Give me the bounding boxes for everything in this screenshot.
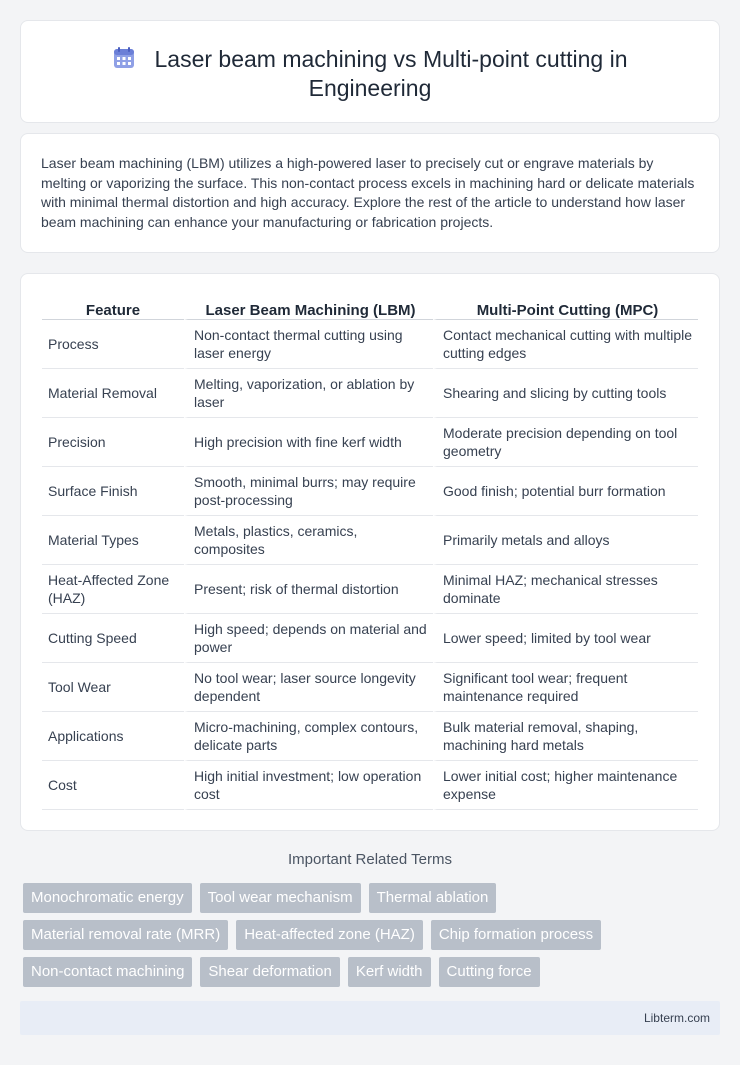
table-row [42, 712, 698, 761]
cell-lbm: No tool wear; laser source longevity dependent [184, 663, 433, 712]
cell-lbm: Present; risk of thermal distortion [184, 565, 433, 614]
cell-mpc: Minimal HAZ; mechanical stresses dominate [433, 565, 698, 614]
tag-material-removal-rate[interactable]: Material removal rate (MRR) [23, 920, 228, 950]
tag-cutting-force[interactable]: Cutting force [439, 957, 540, 987]
header-mpc: Multi-Point Cutting (MPC) [433, 294, 698, 320]
footer-site-link[interactable]: Libterm.com [643, 1011, 710, 1025]
header-lbm: Laser Beam Machining (LBM) [184, 294, 433, 320]
cell-mpc: Shearing and slicing by cutting tools [433, 369, 698, 418]
calendar-icon [112, 46, 136, 70]
cell-mpc: Significant tool wear; frequent maintenance required [433, 663, 698, 712]
cell-mpc: Bulk material removal, shaping, machining hard metals [433, 712, 698, 761]
cell-feature: Precision [42, 418, 184, 467]
cell-mpc: Lower initial cost; higher maintenance expense [433, 761, 698, 810]
table-row [42, 467, 698, 516]
tag-row [23, 957, 723, 987]
title-card [20, 20, 720, 123]
cell-mpc: Moderate precision depending on tool geometry [433, 418, 698, 467]
cell-feature: Heat-Affected Zone (HAZ) [42, 565, 184, 614]
cell-mpc: Good finish; potential burr formation [433, 467, 698, 516]
cell-lbm: High initial investment; low operation cost [184, 761, 433, 810]
cell-mpc: Lower speed; limited by tool wear [433, 614, 698, 663]
tag-monochromatic-energy[interactable]: Monochromatic energy [23, 883, 192, 913]
cell-feature: Surface Finish [42, 467, 184, 516]
table-row [42, 565, 698, 614]
cell-lbm: Non-contact thermal cutting using laser energy [184, 320, 433, 369]
tag-shear-deformation[interactable]: Shear deformation [200, 957, 339, 987]
cell-lbm: Melting, vaporization, or ablation by laser [184, 369, 433, 418]
cell-feature: Material Types [42, 516, 184, 565]
cell-feature: Tool Wear [42, 663, 184, 712]
table-row [42, 761, 698, 810]
cell-feature: Cutting Speed [42, 614, 184, 663]
tag-tool-wear-mechanism[interactable]: Tool wear mechanism [200, 883, 361, 913]
table-row [42, 614, 698, 663]
cell-feature: Applications [42, 712, 184, 761]
page-title [21, 45, 719, 103]
footer [20, 1001, 720, 1035]
related-terms-tags [23, 883, 723, 994]
cell-mpc: Contact mechanical cutting with multiple cutting edges [433, 320, 698, 369]
table-row [42, 320, 698, 369]
title-line-2: Engineering [308, 75, 432, 101]
title-line-1: Laser beam machining vs Multi-point cutting in [154, 46, 628, 72]
cell-lbm: Smooth, minimal burrs; may require post-processing [184, 467, 433, 516]
header-feature: Feature [42, 294, 184, 320]
tag-row [23, 920, 723, 950]
tag-chip-formation-process[interactable]: Chip formation process [431, 920, 601, 950]
intro-card [20, 133, 720, 253]
cell-lbm: High precision with fine kerf width [184, 418, 433, 467]
cell-lbm: Metals, plastics, ceramics, composites [184, 516, 433, 565]
cell-mpc: Primarily metals and alloys [433, 516, 698, 565]
tag-thermal-ablation[interactable]: Thermal ablation [369, 883, 497, 913]
cell-feature: Process [42, 320, 184, 369]
table-header-row [42, 294, 698, 320]
cell-feature: Cost [42, 761, 184, 810]
cell-lbm: High speed; depends on material and power [184, 614, 433, 663]
table-row [42, 663, 698, 712]
tag-heat-affected-zone[interactable]: Heat-affected zone (HAZ) [236, 920, 423, 950]
comparison-table [42, 294, 698, 810]
table-row [42, 369, 698, 418]
table-row [42, 516, 698, 565]
table-row [42, 418, 698, 467]
intro-paragraph: Laser beam machining (LBM) utilizes a high-powered laser to precisely cut or engrave materials by melting or vaporizing the surface. This non-contact process excels in machining hard or delicate materials with minimal thermal distortion and high accuracy. Explore the rest of the article to understand how laser beam machining can enhance your manufacturing or fabrication projects. [41, 155, 695, 230]
comparison-card [20, 273, 720, 831]
tag-non-contact-machining[interactable]: Non-contact machining [23, 957, 192, 987]
cell-lbm: Micro-machining, complex contours, delicate parts [184, 712, 433, 761]
related-terms-heading: Important Related Terms [288, 851, 452, 868]
tag-kerf-width[interactable]: Kerf width [348, 957, 431, 987]
tag-row [23, 883, 723, 913]
cell-feature: Material Removal [42, 369, 184, 418]
